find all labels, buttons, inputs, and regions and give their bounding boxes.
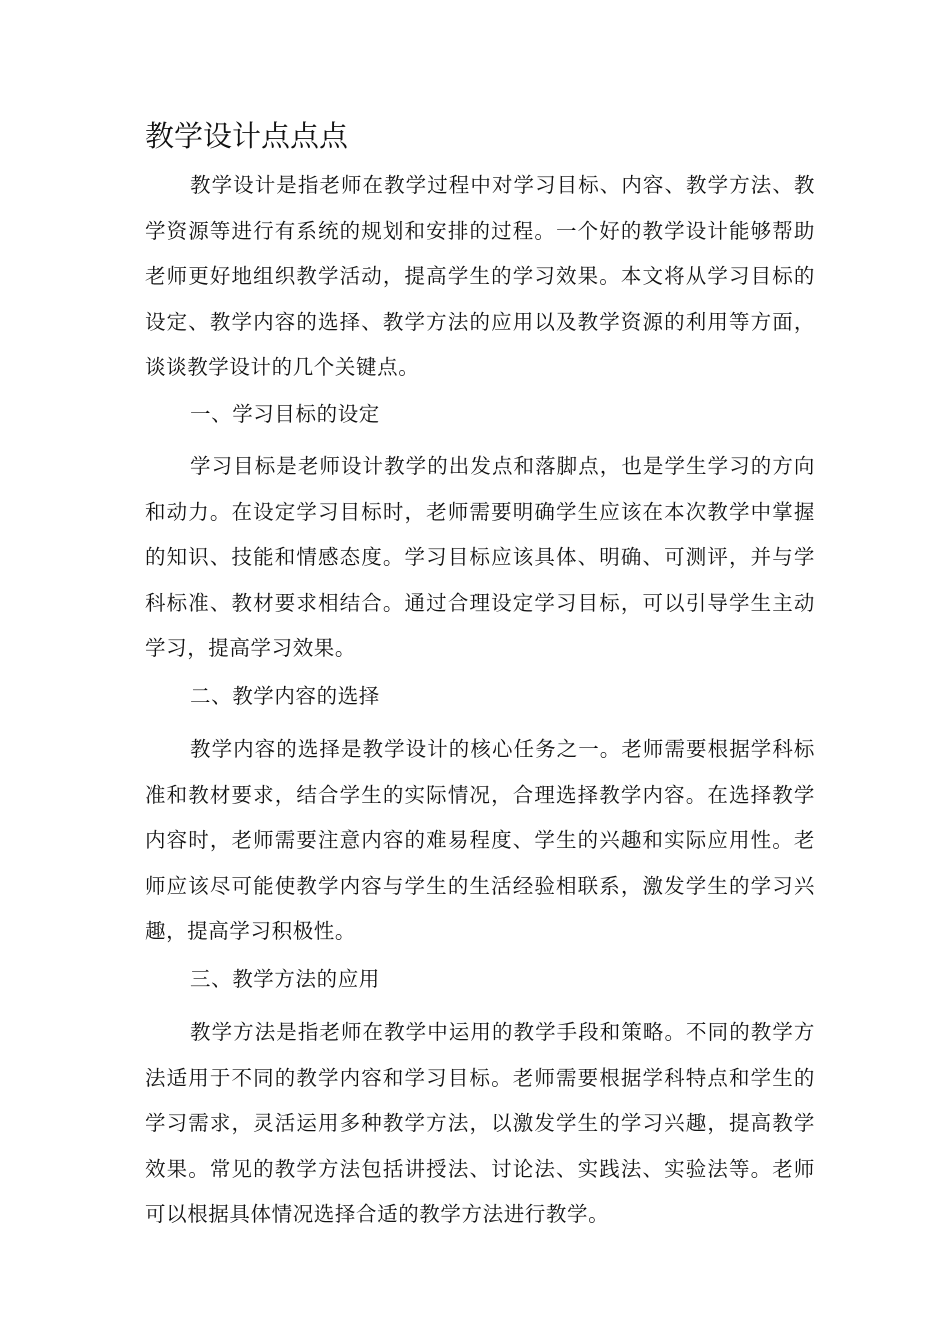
section-body-teaching-content: 教学内容的选择是教学设计的核心任务之一。老师需要根据学科标准和教材要求，结合学生的实际情况，合理选择教学内容。在选择教学内容时，老师需要注意内容的难易程度、学生的兴趣和实际应用性。老师应该尽可能使教学内容与学生的生活经验相联系，激发学生的学习兴趣，提高学习积极性。: [145, 737, 815, 943]
section-heading-teaching-content: 二、教学内容的选择: [190, 684, 380, 708]
intro-paragraph: 教学设计是指老师在教学过程中对学习目标、内容、教学方法、教学资源等进行有系统的规划和安排的过程。一个好的教学设计能够帮助老师更好地组织教学活动，提高学生的学习效果。本文将从学习目标的设定、教学内容的选择、教学方法的应用以及教学资源的利用等方面，谈谈教学设计的几个关键点。: [145, 173, 815, 379]
section-body-teaching-methods: 教学方法是指老师在教学中运用的教学手段和策略。不同的教学方法适用于不同的教学内容和学习目标。老师需要根据学科特点和学生的学习需求，灵活运用多种教学方法，以激发学生的学习兴趣，提高教学效果。常见的教学方法包括讲授法、讨论法、实践法、实验法等。老师可以根据具体情况选择合适的教学方法进行教学。: [145, 1020, 815, 1226]
document-title: 教学设计点点点: [145, 119, 349, 153]
section-body-learning-goals: 学习目标是老师设计教学的出发点和落脚点，也是学生学习的方向和动力。在设定学习目标时，老师需要明确学生应该在本次教学中掌握的知识、技能和情感态度。学习目标应该具体、明确、可测评，并与学科标准、教材要求相结合。通过合理设定学习目标，可以引导学生主动学习，提高学习效果。: [145, 454, 815, 660]
section-heading-teaching-methods: 三、教学方法的应用: [190, 967, 380, 991]
section-heading-learning-goals: 一、学习目标的设定: [190, 402, 380, 426]
